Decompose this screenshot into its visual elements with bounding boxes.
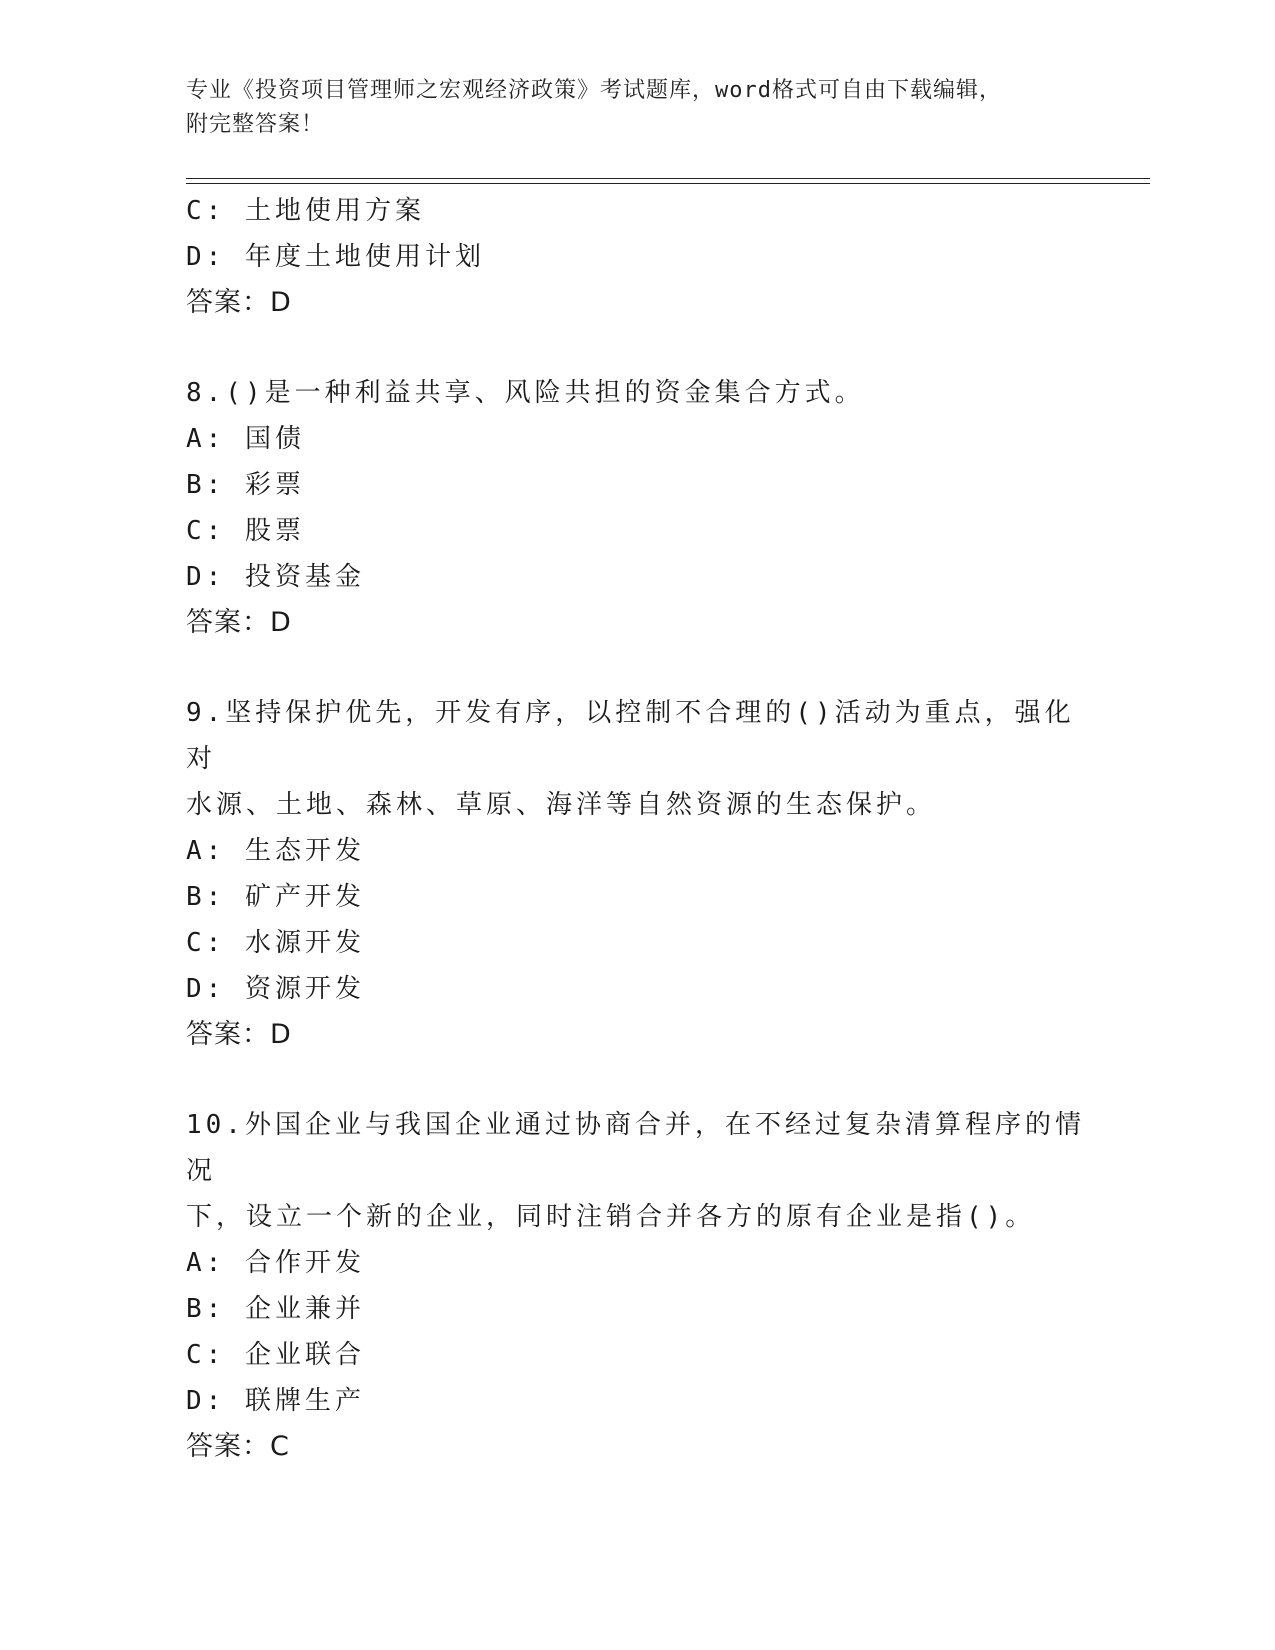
option-d [186, 554, 1086, 600]
option-letter: A: [186, 424, 226, 454]
question-stem-line-2: 下，设立一个新的企业，同时注销合并各方的原有企业是指()。 [186, 1202, 1036, 1232]
option-text: 投资基金 [244, 562, 365, 592]
option-text: 股票 [244, 516, 305, 546]
option-b [186, 462, 1086, 508]
option-c [186, 920, 1086, 966]
option-letter: C: [186, 196, 226, 226]
option-text: 资源开发 [244, 974, 365, 1004]
answer-line: 答案：C [186, 1431, 290, 1462]
option-text: 水源开发 [244, 928, 365, 958]
option-letter: D: [186, 974, 226, 1004]
question-stem-line-2: 水源、土地、森林、草原、海洋等自然资源的生态保护。 [186, 790, 937, 820]
option-a [186, 828, 1086, 874]
question-stem-line-1: 9.坚持保护优先，开发有序，以控制不合理的()活动为重点，强化对 [186, 698, 1075, 774]
answer-line: 答案：D [186, 607, 292, 638]
option-text: 国债 [244, 424, 305, 454]
option-d [186, 966, 1086, 1012]
header-divider-bottom [186, 183, 1150, 184]
header-line-2: 附完整答案！ [186, 112, 325, 137]
option-letter: B: [186, 470, 226, 500]
option-text: 年度土地使用计划 [244, 242, 485, 272]
partial-question [186, 188, 1086, 326]
option-text: 联牌生产 [244, 1386, 365, 1416]
option-text: 生态开发 [244, 836, 365, 866]
option-text: 合作开发 [244, 1248, 365, 1278]
option-letter: A: [186, 1248, 226, 1278]
question-stem-line-1: 10.外国企业与我国企业通过协商合并，在不经过复杂清算程序的情况 [186, 1110, 1085, 1186]
option-text: 矿产开发 [244, 882, 365, 912]
option-letter: B: [186, 1294, 226, 1324]
question-stem: 8.()是一种利益共享、风险共担的资金集合方式。 [186, 378, 865, 408]
answer-line: 答案：D [186, 1019, 292, 1050]
option-text: 土地使用方案 [244, 196, 425, 226]
option-a [186, 416, 1086, 462]
question-10 [186, 1102, 1086, 1470]
option-c [186, 188, 1086, 234]
option-letter: A: [186, 836, 226, 866]
option-letter: D: [186, 1386, 226, 1416]
option-a [186, 1240, 1086, 1286]
option-d [186, 1378, 1086, 1424]
header-line-1: 专业《投资项目管理师之宏观经济政策》考试题库，word格式可自由下载编辑， [186, 78, 1002, 103]
option-b [186, 1286, 1086, 1332]
question-8 [186, 370, 1086, 646]
option-b [186, 874, 1086, 920]
option-letter: C: [186, 928, 226, 958]
option-d [186, 234, 1086, 280]
option-letter: B: [186, 882, 226, 912]
option-letter: C: [186, 516, 226, 546]
header-divider-top [186, 178, 1150, 179]
option-c [186, 508, 1086, 554]
option-c [186, 1332, 1086, 1378]
question-content [186, 188, 1086, 1470]
document-header [186, 74, 1086, 142]
question-9 [186, 690, 1086, 1058]
answer-line: 答案：D [186, 287, 292, 318]
option-letter: D: [186, 242, 226, 272]
option-letter: D: [186, 562, 226, 592]
option-text: 企业兼并 [244, 1294, 365, 1324]
option-text: 企业联合 [244, 1340, 365, 1370]
option-letter: C: [186, 1340, 226, 1370]
option-text: 彩票 [244, 470, 305, 500]
